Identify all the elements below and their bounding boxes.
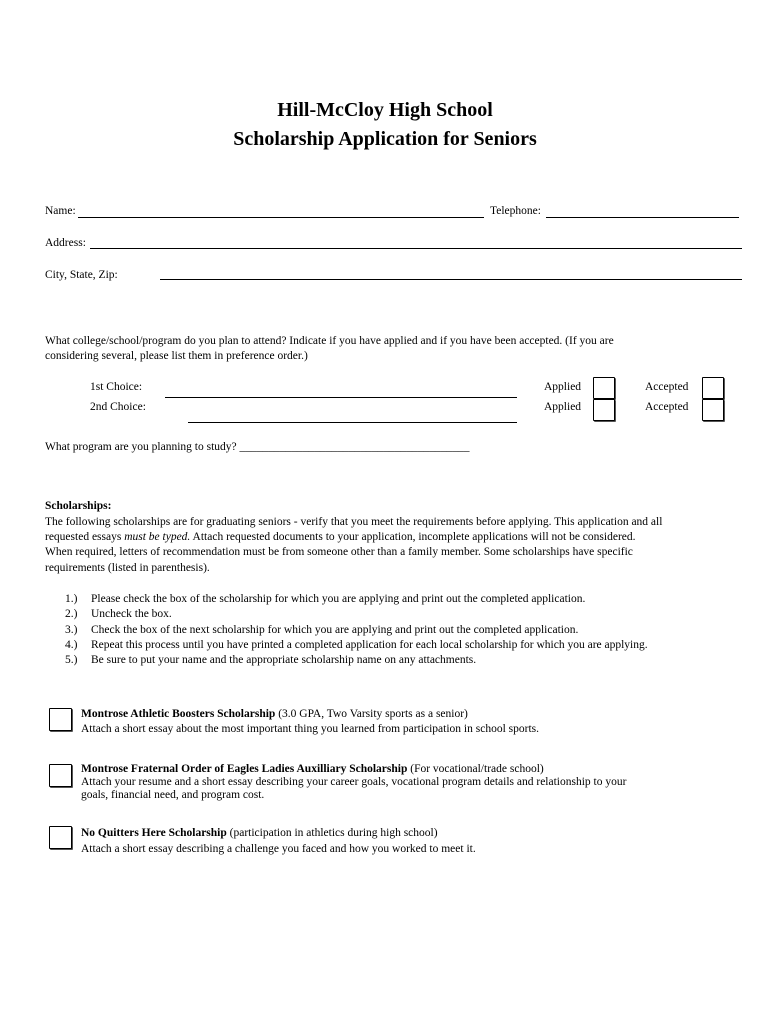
first-accepted-label: Accepted	[645, 381, 689, 393]
college-question-cont: considering several, please list them in preference order.)	[45, 350, 308, 362]
eagles-auxilliary-checkbox[interactable]	[49, 764, 72, 787]
step-number: 1.)	[65, 593, 78, 605]
scholarships-intro-line1: The following scholarships are for graduating seniors - verify that you meet the requirements before applying. This application and all	[45, 516, 663, 528]
scholarships-heading: Scholarships:	[45, 500, 112, 512]
eagles-auxilliary-desc: Attach your resume and a short essay describing your career goals, vocational program details and relationship to your	[81, 776, 627, 788]
step-number: 5.)	[65, 654, 78, 666]
first-accepted-checkbox[interactable]	[702, 377, 724, 399]
no-quitters-desc: Attach a short essay describing a challenge you faced and how you worked to meet it.	[81, 843, 476, 855]
city-state-zip-field[interactable]	[160, 279, 742, 280]
city-state-zip-label: City, State, Zip:	[45, 269, 118, 281]
scholarship-name: Montrose Fraternal Order of Eagles Ladies Auxilliary Scholarship	[81, 763, 408, 775]
step-text: Please check the box of the scholarship for which you are applying and print out the completed application.	[91, 593, 586, 605]
athletic-boosters-desc: Attach a short essay about the most important thing you learned from participation in school sports.	[81, 723, 539, 735]
scholarship-requirements: (participation in athletics during high school)	[226, 827, 438, 839]
athletic-boosters-title	[81, 707, 468, 723]
step-item	[65, 653, 476, 669]
step-item	[65, 638, 648, 654]
first-choice-label: 1st Choice:	[90, 381, 143, 393]
no-quitters-title	[81, 826, 438, 842]
second-applied-checkbox[interactable]	[593, 399, 615, 421]
step-item	[65, 623, 578, 639]
second-applied-label: Applied	[544, 401, 582, 413]
intro-line2-start: requested essays	[45, 531, 125, 543]
second-choice-field[interactable]	[188, 422, 517, 423]
school-name: Hill-McCloy High School	[277, 99, 493, 121]
step-number: 3.)	[65, 624, 78, 636]
address-field[interactable]	[90, 248, 742, 249]
name-label: Name:	[45, 205, 76, 217]
step-number: 4.)	[65, 639, 78, 651]
scholarship-requirements: (3.0 GPA, Two Varsity sports as a senior)	[275, 708, 468, 720]
scholarships-intro-line2	[45, 530, 636, 546]
college-question: What college/school/program do you plan to attend? Indicate if you have applied and if you have been accepted. (If you are	[45, 335, 614, 347]
intro-line2-end: Attach requested documents to your application, incomplete applications will not be considered.	[190, 531, 636, 543]
step-text: Check the box of the next scholarship for which you are applying and print out the completed application.	[91, 624, 579, 636]
step-item	[65, 592, 585, 608]
step-text: Be sure to put your name and the appropriate scholarship name on any attachments.	[91, 654, 477, 666]
step-text: Uncheck the box.	[91, 608, 172, 620]
first-applied-label: Applied	[544, 381, 582, 393]
telephone-field[interactable]	[546, 217, 739, 218]
athletic-boosters-checkbox[interactable]	[49, 708, 72, 731]
intro-line2-emphasis: must be typed.	[124, 531, 191, 543]
program-question: What program are you planning to study? ________________________________________	[45, 441, 470, 453]
first-applied-checkbox[interactable]	[593, 377, 615, 399]
step-item	[65, 607, 172, 623]
telephone-label: Telephone:	[490, 205, 541, 217]
step-text: Repeat this process until you have printed a completed application for each local scholarship for which you are applying.	[91, 639, 648, 651]
scholarship-name: No Quitters Here Scholarship	[81, 827, 227, 839]
scholarships-intro-line4: requirements (listed in parenthesis).	[45, 562, 210, 574]
second-choice-label: 2nd Choice:	[90, 401, 146, 413]
first-choice-field[interactable]	[165, 397, 517, 398]
second-accepted-label: Accepted	[645, 401, 689, 413]
eagles-auxilliary-desc-cont: goals, financial need, and program cost.	[81, 789, 265, 801]
scholarships-intro-line3: When required, letters of recommendation must be from someone other than a family member. Some scholarships have specific	[45, 546, 633, 558]
scholarship-name: Montrose Athletic Boosters Scholarship	[81, 708, 276, 720]
second-accepted-checkbox[interactable]	[702, 399, 724, 421]
address-label: Address:	[45, 237, 86, 249]
page-title: Scholarship Application for Seniors	[233, 128, 537, 150]
no-quitters-checkbox[interactable]	[49, 826, 72, 849]
scholarship-requirements: (For vocational/trade school)	[407, 763, 544, 775]
name-field[interactable]	[78, 217, 484, 218]
step-number: 2.)	[65, 608, 78, 620]
